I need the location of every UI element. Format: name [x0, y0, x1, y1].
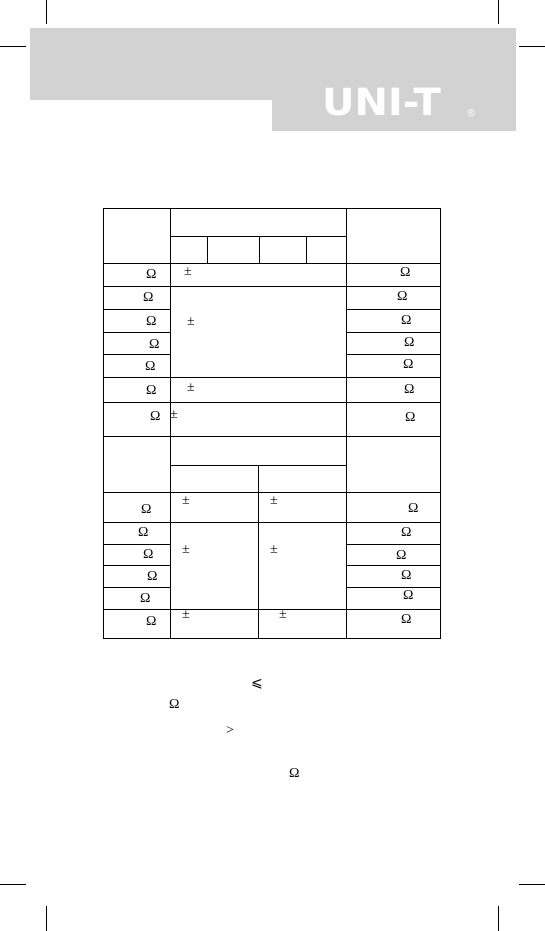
table-border-left [103, 208, 104, 639]
lower-row-line [103, 565, 170, 566]
ohm-symbol: Ω [143, 290, 154, 305]
ohm-symbol: Ω [405, 410, 416, 425]
upper-row-line [103, 309, 170, 310]
ohm-symbol: Ω [140, 591, 151, 606]
ohm-symbol: Ω [147, 569, 158, 584]
ohm-symbol: Ω [404, 335, 415, 350]
ohm-symbol: Ω [138, 525, 149, 540]
note-gt-symbol: > [226, 723, 234, 738]
lower-row-line [103, 544, 170, 545]
crop-mark-top-left-v [46, 0, 47, 24]
ohm-symbol: Ω [400, 265, 411, 280]
crop-mark-top-left-h [0, 46, 26, 47]
registered-mark: ® [466, 108, 476, 119]
ohm-symbol: Ω [146, 614, 157, 629]
crop-mark-top-right-h [519, 46, 545, 47]
lower-row-line [103, 587, 170, 588]
lower-row-line [103, 609, 441, 610]
upper-row-line [346, 309, 441, 310]
crop-mark-top-right-v [498, 0, 499, 24]
plus-minus-symbol: ± [270, 542, 278, 557]
ohm-symbol: Ω [401, 612, 412, 627]
crop-mark-bottom-right-h [519, 884, 545, 885]
section-divider [103, 436, 441, 437]
table-border-top [103, 208, 441, 209]
ohm-symbol: Ω [145, 359, 156, 374]
col-divider-left [170, 208, 171, 639]
ohm-symbol: Ω [150, 409, 161, 424]
ohm-symbol: Ω [401, 525, 412, 540]
plus-minus-symbol: ± [182, 493, 190, 508]
table-border-right [440, 208, 441, 639]
ohm-symbol: Ω [403, 357, 414, 372]
upper-header-split [170, 236, 346, 237]
plus-minus-symbol: ± [187, 380, 195, 395]
ohm-symbol: Ω [143, 547, 154, 562]
plus-minus-symbol: ± [182, 542, 190, 557]
ohm-symbol: Ω [408, 501, 419, 516]
plus-minus-symbol: ± [270, 493, 278, 508]
ohm-symbol: Ω [401, 568, 412, 583]
upper-subcol-1 [207, 236, 208, 263]
ohm-symbol: Ω [141, 502, 152, 517]
lower-row-line [103, 522, 441, 523]
crop-mark-bottom-left-v [46, 906, 47, 931]
plus-minus-symbol: ± [170, 407, 178, 422]
plus-minus-symbol: ± [182, 607, 190, 622]
lower-row-line [346, 565, 441, 566]
ohm-symbol: Ω [146, 267, 157, 282]
uni-t-logo: UNI-T [322, 81, 441, 124]
upper-row-line [103, 402, 441, 403]
crop-mark-bottom-right-v [498, 906, 499, 931]
ohm-symbol: Ω [146, 383, 157, 398]
crop-mark-bottom-left-h [0, 884, 26, 885]
note-ohm-symbol: Ω [289, 766, 300, 781]
upper-row-line [103, 354, 170, 355]
note-ohm-symbol: Ω [169, 697, 180, 712]
upper-row-line [103, 377, 441, 378]
ohm-symbol: Ω [146, 314, 157, 329]
ohm-symbol: Ω [401, 313, 412, 328]
plus-minus-symbol: ± [184, 264, 192, 279]
upper-row-line [103, 263, 441, 264]
ohm-symbol: Ω [396, 548, 407, 563]
lower-row-line [346, 587, 441, 588]
col-divider-right [346, 208, 347, 639]
lower-row-line [346, 544, 441, 545]
ohm-symbol: Ω [403, 588, 414, 603]
upper-subcol-3 [306, 236, 307, 263]
note-leq-symbol: ⩽ [251, 676, 263, 691]
plus-minus-symbol: ± [279, 607, 287, 622]
table-border-bottom [103, 638, 441, 639]
upper-row-line [103, 286, 441, 287]
ohm-symbol: Ω [404, 382, 415, 397]
ohm-symbol: Ω [149, 337, 160, 352]
upper-subcol-2 [259, 236, 260, 263]
ohm-symbol: Ω [397, 289, 408, 304]
upper-row-line [103, 332, 170, 333]
header-band [30, 28, 516, 100]
upper-row-line [346, 354, 441, 355]
upper-row-line [346, 332, 441, 333]
spec-table [103, 208, 441, 639]
plus-minus-symbol: ± [187, 314, 195, 329]
